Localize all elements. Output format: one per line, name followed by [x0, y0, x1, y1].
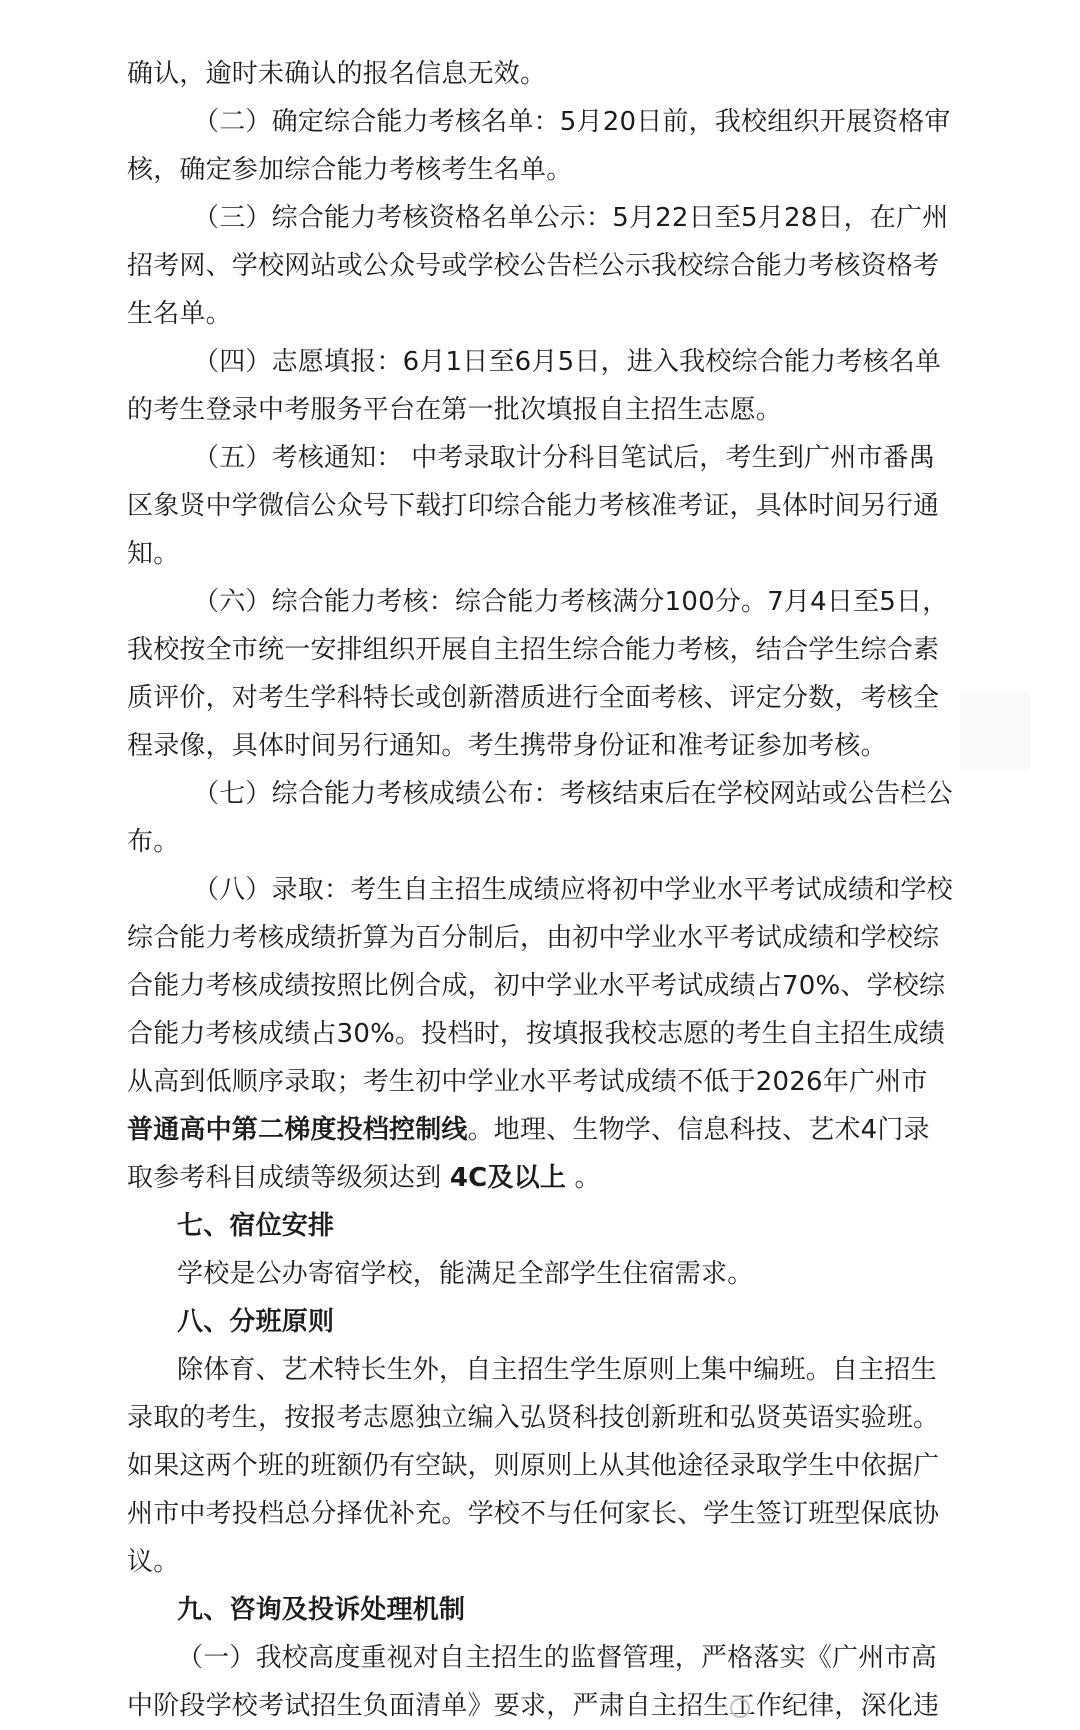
bold-text: 九、咨询及投诉处理机制 [177, 1595, 466, 1625]
text-run: 合能力考核成绩占30%。投档时，按填报我校志愿的考生自主招生成绩 [127, 1019, 946, 1049]
bold-text: 普通高中第二梯度投档控制线 [127, 1115, 468, 1145]
text-run: 学校是公办寄宿学校，能满足全部学生住宿需求。 [177, 1259, 754, 1289]
text-run: 从高到低顺序录取；考生初中学业水平考试成绩不低于2026年广州市 [127, 1067, 928, 1097]
text-run: 的考生登录中考服务平台在第一批次填报自主招生志愿。 [127, 395, 783, 425]
watermark [730, 1696, 1000, 1720]
text-line [127, 770, 957, 818]
text-run: 综合能力考核成绩折算为百分制后，由初中学业水平考试成绩和学校综 [127, 923, 940, 953]
text-run: （七）综合能力考核成绩公布：考核结束后在学校网站或公告栏公 [193, 779, 953, 809]
bold-text: 七、宿位安排 [177, 1211, 335, 1241]
text-run: （五）考核通知： 中考录取计分科目笔试后，考生到广州市番禺 [193, 443, 936, 473]
text-run: 区象贤中学微信公众号下载打印综合能力考核准考证，具体时间另行通 [127, 491, 940, 521]
text-run: 州市中考投档总分择优补充。学校不与任何家长、学生签订班型保底协 [127, 1499, 940, 1529]
text-run: 合能力考核成绩按照比例合成，初中学业水平考试成绩占70%、学校综 [127, 971, 946, 1001]
text-line [127, 386, 957, 434]
text-line [127, 194, 957, 242]
text-line [127, 50, 957, 98]
text-run: 布。 [127, 827, 180, 857]
section-heading [127, 1586, 957, 1634]
text-run: 程录像，具体时间另行通知。考生携带身份证和准考证参加考核。 [127, 731, 887, 761]
background-artifact [960, 690, 1030, 770]
text-line [127, 98, 957, 146]
text-run: 核，确定参加综合能力考核考生名单。 [127, 155, 573, 185]
text-line [127, 722, 957, 770]
text-line [127, 866, 957, 914]
text-line [127, 290, 957, 338]
text-line [127, 1346, 957, 1394]
text-run: 质评价，对考生学科特长或创新潜质进行全面考核、评定分数，考核全 [127, 683, 940, 713]
text-line [127, 434, 957, 482]
watermark-logo-icon [730, 1698, 750, 1718]
text-line [127, 818, 957, 866]
text-line [127, 1442, 957, 1490]
text-run: （四）志愿填报：6月1日至6月5日，进入我校综合能力考核名单 [193, 347, 942, 377]
bold-text: 4C及以上 [449, 1163, 567, 1193]
bold-text: 八、分班原则 [177, 1307, 335, 1337]
text-run: （六）综合能力考核：综合能力考核满分100分。7月4日至5日， [193, 587, 949, 617]
text-run: 中阶段学校考试招生负面清单》要求，严肃自主招生工作纪律，深化违 [127, 1691, 940, 1721]
text-line [127, 1538, 957, 1586]
section-heading [127, 1202, 957, 1250]
text-line [127, 1250, 957, 1298]
text-run: 我校按全市统一安排组织开展自主招生综合能力考核，结合学生综合素 [127, 635, 940, 665]
text-run: 录取的考生，按报考志愿独立编入弘贤科技创新班和弘贤英语实验班。 [127, 1403, 940, 1433]
text-line [127, 1490, 957, 1538]
text-line [127, 482, 957, 530]
text-run: 。地理、生物学、信息科技、艺术4门录 [467, 1115, 930, 1145]
text-run: 议。 [127, 1547, 180, 1577]
text-line [127, 626, 957, 674]
text-line [127, 338, 957, 386]
text-line [127, 1154, 957, 1202]
text-line [127, 1106, 957, 1154]
text-run: 确认，逾时未确认的报名信息无效。 [127, 59, 547, 89]
text-line [127, 578, 957, 626]
text-line [127, 242, 957, 290]
text-line [127, 962, 957, 1010]
text-run: （八）录取：考生自主招生成绩应将初中学业水平考试成绩和学校 [193, 875, 953, 905]
text-run: （一）我校高度重视对自主招生的监督管理，严格落实《广州市高 [177, 1643, 937, 1673]
text-line [127, 1634, 957, 1682]
text-line [127, 530, 957, 578]
text-run: 知。 [127, 539, 180, 569]
text-line [127, 674, 957, 722]
text-line [127, 1394, 957, 1442]
text-run: （二）确定综合能力考核名单：5月20日前，我校组织开展资格审 [193, 107, 951, 137]
text-line [127, 1058, 957, 1106]
section-heading [127, 1298, 957, 1346]
text-line [127, 146, 957, 194]
text-run: 除体育、艺术特长生外，自主招生学生原则上集中编班。自主招生 [177, 1355, 937, 1385]
text-run: 。 [566, 1163, 601, 1193]
text-line [127, 914, 957, 962]
text-run: （三）综合能力考核资格名单公示：5月22日至5月28日，在广州 [193, 203, 949, 233]
text-run: 生名单。 [127, 299, 232, 329]
text-run: 如果这两个班的班额仍有空缺，则原则上从其他途径录取学生中依据广 [127, 1451, 940, 1481]
text-line [127, 1010, 957, 1058]
text-run: 招考网、学校网站或公众号或学校公告栏公示我校综合能力考核资格考 [127, 251, 940, 281]
text-run: 取参考科目成绩等级须达到 [127, 1163, 450, 1193]
document-body [127, 50, 957, 1730]
